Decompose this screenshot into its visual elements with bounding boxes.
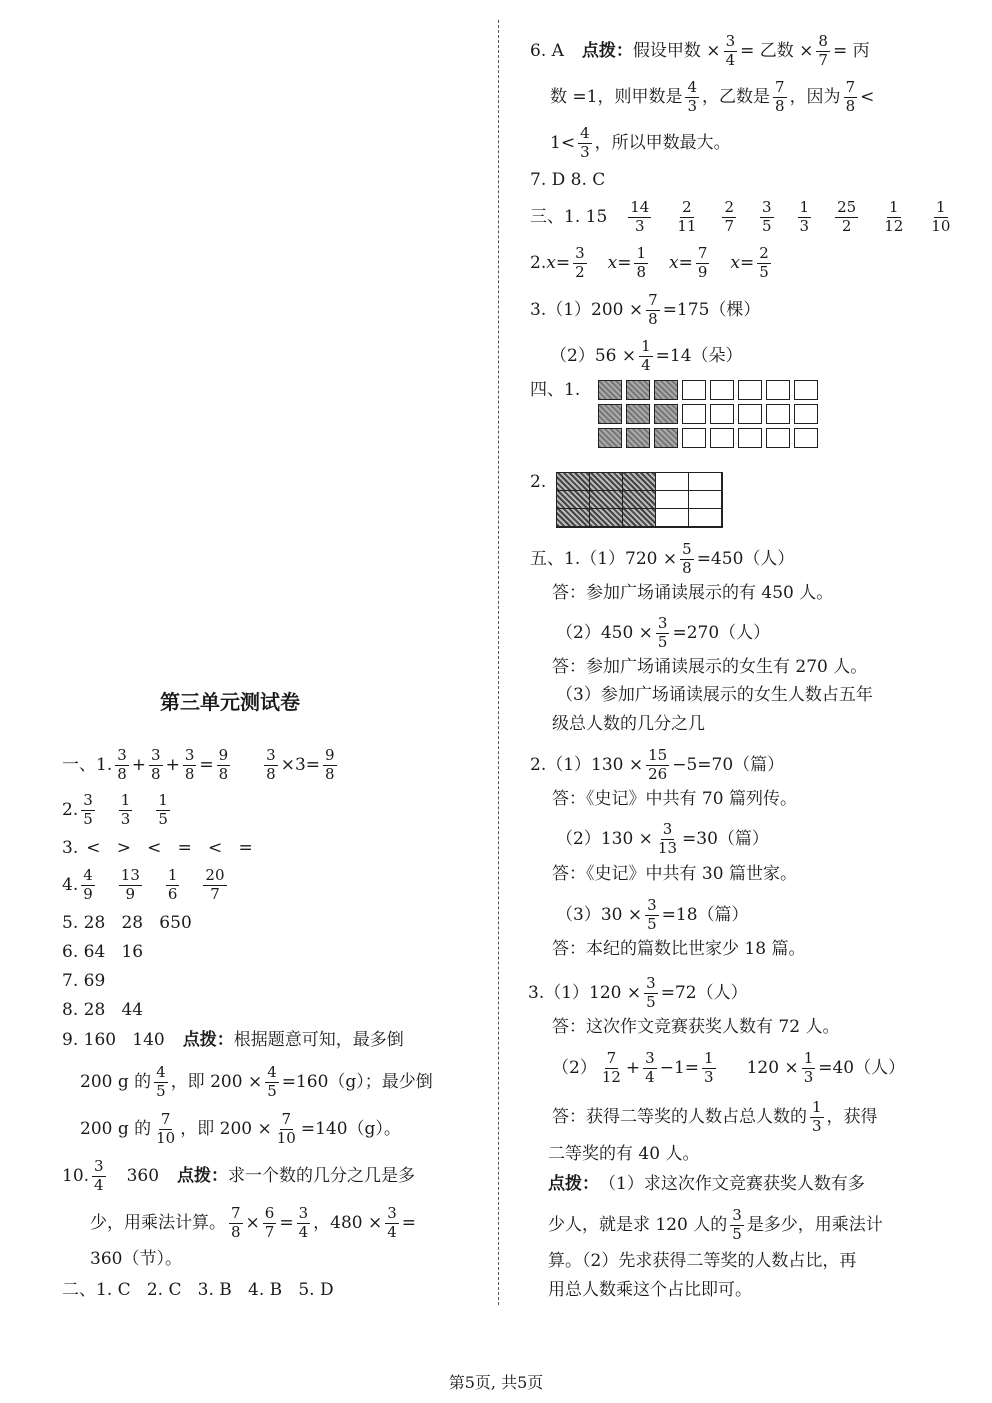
answer-line: 答：参加广场诵读展示的有 450 人。 (552, 583, 834, 603)
tip-line: 用总人数乘这个占比即可。 (548, 1280, 752, 1300)
answer-line: 答：参加广场诵读展示的女生有 270 人。 (552, 657, 868, 677)
section-1-answer-4: 4. $\frac{4}{9}$ $\frac{13}{9}$ $\frac{1}{6}$ $\frac{20}{7}$ (62, 866, 225, 903)
shaded-cell (557, 509, 590, 527)
answer-line: 答：获得二等奖的人数占总人数的 $\frac{1}{3}$ ，获得 (552, 1098, 878, 1135)
section-5-1-2: （2）450 × $\frac{3}{5}$ =270（人） (556, 614, 771, 651)
answer-line: 答：《史记》中共有 30 篇世家。 (552, 864, 797, 884)
empty-cell (689, 491, 722, 509)
shaded-square (626, 380, 650, 400)
shaded-square (626, 428, 650, 448)
shaded-cell (623, 473, 656, 491)
answer-line: 答：《史记》中共有 70 篇列传。 (552, 789, 797, 809)
shaded-cell (623, 491, 656, 509)
section-5-2-3: （3）30 × $\frac{3}{5}$ =18（篇） (556, 896, 749, 933)
empty-square (710, 380, 734, 400)
shaded-square (598, 380, 622, 400)
empty-square (766, 428, 790, 448)
tip-line: 点拨： （1）求这次作文竞赛获奖人数有多 (548, 1174, 865, 1194)
empty-square (738, 404, 762, 424)
answer-10-line3: 360（节）。 (90, 1249, 182, 1269)
empty-cell (689, 509, 722, 527)
answer-6-line3: 1< $\frac{4}{3}$ ，所以甲数最大。 (550, 124, 731, 161)
section-1-answer-10: 10. $\frac{3}{4}$ 360 点拨： 求一个数的几分之几是多 (62, 1157, 416, 1194)
empty-square (794, 380, 818, 400)
section-1-answer-2: 2. $\frac{3}{5}$ $\frac{1}{3}$ $\frac{1}{5}$ (62, 791, 168, 828)
bar-figure (550, 472, 723, 528)
shaded-cell (557, 473, 590, 491)
tip-line: 算。（2）先求获得二等奖的人数占比，再 (548, 1251, 857, 1271)
shaded-square (654, 428, 678, 448)
section-1-answer-6: 6. 64 16 (62, 942, 144, 962)
section-5-2-1: 2.（1）130 × $\frac{15}{26}$ −5=70（篇） (530, 746, 785, 783)
section-1-answer-7: 7. 69 (62, 971, 106, 991)
answer-10-line2: 少，用乘法计算。 $\frac{7}{8}$ × $\frac{6}{7}$ = $\frac{3}{4}$ ，480 × $\frac{3}{4}$ = (90, 1204, 417, 1241)
section-5-1-3: （3）参加广场诵读展示的女生人数占五年 (556, 685, 873, 705)
answer-6-line1: 6. A 点拨： 假设甲数 × $\frac{3}{4}$ = 乙数 × $\frac{8}{7}$ = 丙 (530, 32, 870, 69)
answer-7-8: 7. D 8. C (530, 170, 606, 190)
empty-cell (689, 473, 722, 491)
column-divider (498, 20, 499, 1305)
shaded-square (654, 380, 678, 400)
section-3-answer-3-1: 3.（1）200 × $\frac{7}{8}$ =175（棵） (530, 291, 761, 328)
shaded-cell (557, 491, 590, 509)
empty-square (682, 380, 706, 400)
answer-6-line2: 数 =1，则甲数是 $\frac{4}{3}$ ，乙数是 $\frac{7}{8}$ ，因为 $\frac{7}{8}$ < (550, 78, 875, 115)
shaded-square (598, 428, 622, 448)
empty-square (794, 404, 818, 424)
empty-square (682, 404, 706, 424)
empty-cell (656, 491, 689, 509)
shaded-square (654, 404, 678, 424)
shaded-cell (590, 473, 623, 491)
section-2-answers: 二、1. C 2. C 3. B 4. B 5. D (62, 1280, 334, 1300)
empty-square (738, 428, 762, 448)
section-1-answer-9: 9. 160 140 点拨： 根据题意可知，最多倒 (62, 1030, 404, 1050)
section-1-answer-3: 3. < > < = < = (62, 838, 253, 858)
fraction: $\frac{3}{4}$ (725, 32, 736, 69)
section-5-3-2: （2） $\frac{7}{12}$ + $\frac{3}{4}$ −1= $\frac{1}{3}$ 120 × $\frac{1}{3}$ =40（人） (552, 1049, 906, 1086)
section-4-label-2: 2. (530, 472, 547, 492)
answer-line: 答：这次作文竞赛获奖人数有 72 人。 (552, 1017, 840, 1037)
fraction: $\frac{8}{7}$ (818, 32, 828, 69)
section-1-answer-8: 8. 28 44 (62, 1000, 144, 1020)
section-1-answer-1: 一、1. $\frac{3}{8}$ + $\frac{3}{8}$ + $\frac{3}{8}$ = $\frac{9}{8}$ $\frac{3}{8}$ ×3= $\frac{9}{8}$ (62, 746, 335, 783)
answer-line-cont: 二等奖的有 40 人。 (548, 1144, 700, 1164)
empty-square (710, 428, 734, 448)
shaded-square (598, 404, 622, 424)
shaded-cell (590, 509, 623, 527)
section-5-1-3-cont: 级总人数的几分之几 (552, 714, 705, 734)
empty-square (794, 428, 818, 448)
empty-square (710, 404, 734, 424)
tip-line: 少人，就是求 120 人的 $\frac{3}{5}$ 是多少，用乘法计 (548, 1206, 883, 1243)
empty-square (766, 404, 790, 424)
shaded-cell (623, 509, 656, 527)
section-3-answer-2: 2. x= $\frac{3}{2}$ x= $\frac{1}{8}$ x= $\frac{7}{9}$ x= $\frac{2}{5}$ (530, 244, 769, 281)
empty-square (766, 380, 790, 400)
section-5-3-1: 3.（1）120 × $\frac{3}{5}$ =72（人） (528, 974, 748, 1011)
shaded-cell (590, 491, 623, 509)
section-3-answer-1: 三、1. 15 $\frac{14}{3}$ $\frac{2}{11}$ $\frac{2}{7}$ $\frac{3}{5}$ $\frac{1}{3}$ $\frac{25}{2}$ $\frac{1}{12}$ $\frac{1}{10}$ (530, 198, 951, 235)
empty-cell (656, 473, 689, 491)
empty-cell (656, 509, 689, 527)
shaded-square (626, 404, 650, 424)
empty-square (738, 380, 762, 400)
answer-9-line3: 200 g 的 $\frac{7}{10}$ ，即 200 × $\frac{7}{10}$ =140（g）。 (80, 1110, 401, 1147)
section-3-answer-3-2: （2）56 × $\frac{1}{4}$ =14（朵） (550, 337, 743, 374)
unit-title: 第三单元测试卷 (160, 690, 300, 714)
empty-square (682, 428, 706, 448)
section-5-1-1: 五、1.（1）720 × $\frac{5}{8}$ =450（人） (530, 540, 795, 577)
section-5-2-2: （2）130 × $\frac{3}{13}$ =30（篇） (556, 820, 769, 857)
page-footer: 第5页, 共5页 (448, 1373, 544, 1392)
grid-figure (594, 380, 818, 448)
answer-line: 答：本纪的篇数比世家少 18 篇。 (552, 939, 806, 959)
answer-9-line2: 200 g 的 $\frac{4}{5}$ ，即 200 × $\frac{4}{5}$ =160（g）；最少倒 (80, 1063, 433, 1100)
section-1-answer-5: 5. 28 28 650 (62, 913, 192, 933)
section-4-label-1: 四、1. (530, 380, 581, 400)
